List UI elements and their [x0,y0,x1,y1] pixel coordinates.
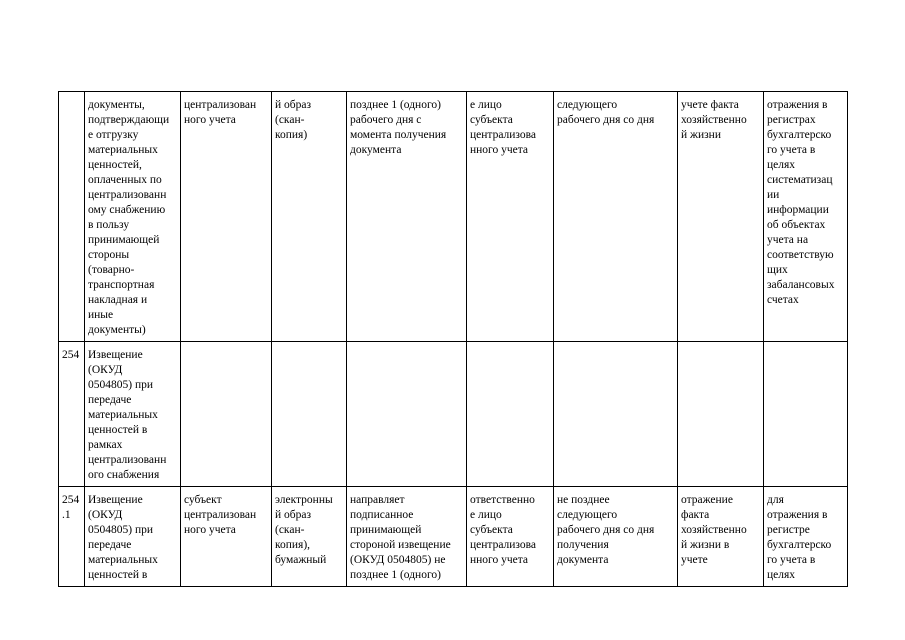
cell-text-line: централизованн [88,454,167,466]
cell-text-line: ценностей, [88,159,142,171]
cell-text-line: й жизни [681,129,721,141]
cell-text-line: рабочего дня со дня [557,114,655,126]
cell-text-line: хозяйственно [681,114,747,126]
cell-text-line: бухгалтерско [767,129,832,141]
cell-text-line: учете [681,554,708,566]
fact-cell [678,487,764,587]
format-cell [272,342,347,487]
term-cell [554,487,678,587]
cell-text-line: не позднее [557,494,610,506]
table-row [59,92,848,342]
fact-cell [678,92,764,342]
cell-text-line: ного учета [184,524,236,536]
cell-text-line: получения [557,539,609,551]
responsible-cell [467,487,554,587]
cell-text-line: ного учета [184,114,236,126]
cell-text-line: следующего [557,99,618,111]
row-number-cell [59,342,85,487]
cell-text-line: электронны [275,494,333,506]
cell-text-line: стороной извещение [350,539,451,551]
cell-text-line: оплаченных по [88,174,162,186]
deadline-cell [347,342,467,487]
cell-text-line: субъекта [470,114,513,126]
cell-text-line: накладная и [88,294,148,306]
cell-text-line: ценностей в [88,569,148,581]
cell-text-line: .1 [62,509,71,521]
cell-text-line: 0504805) при [88,524,154,536]
cell-text-line: го учета в [767,144,816,156]
cell-text-line: целях [767,159,796,171]
cell-text-line: документы) [88,324,146,336]
cell-text-line: материальных [88,144,158,156]
cell-text-line: бумажный [275,554,327,566]
cell-text-line: ценностей в [88,424,148,436]
cell-text-line: 254 [62,494,80,506]
cell-text-line: е отгрузку [88,129,139,141]
cell-text-line: регистрах [767,114,816,126]
cell-text-line: субъект [184,494,222,506]
cell-text-line: централизован [184,509,257,521]
format-cell [272,92,347,342]
cell-text-line: рамках [88,439,123,451]
cell-text-line: централизова [470,129,537,141]
cell-text-line: (скан- [275,524,305,536]
cell-text-line: забалансовых [767,279,835,291]
cell-text-line: передаче [88,394,132,406]
cell-text-line: (скан- [275,114,305,126]
cell-text-line: материальных [88,554,158,566]
cell-text-line: документа [350,144,402,156]
cell-text-line: ого снабжения [88,469,160,481]
responsible-cell [467,342,554,487]
creator-cell [181,487,272,587]
cell-text-line: нного учета [470,144,529,156]
cell-text-line: материальных [88,409,158,421]
row-number-cell [59,487,85,587]
cell-text-line: принимающей [88,234,160,246]
cell-text-line: отражения в [767,509,828,521]
cell-text-line: й образ [275,509,312,521]
term-cell [554,342,678,487]
cell-text-line: е лицо [470,509,502,521]
document-table [58,91,848,587]
creator-cell [181,92,272,342]
cell-text-line: стороны [88,249,130,261]
cell-text-line: централизованн [88,189,167,201]
cell-text-line: передаче [88,539,132,551]
cell-text-line: хозяйственно [681,524,747,536]
purpose-cell [764,342,848,487]
deadline-cell [347,92,467,342]
cell-text-line: об объектах [767,219,826,231]
cell-text-line: позднее 1 (одного) [350,569,441,581]
cell-text-line: учета на [767,234,809,246]
cell-text-line: ому снабжению [88,204,166,216]
cell-text-line: (ОКУД 0504805) не [350,554,446,566]
cell-text-line: отражение [681,494,733,506]
cell-text-line: учете факта [681,99,739,111]
cell-text-line: подтверждающи [88,114,170,126]
cell-text-line: соответствую [767,249,834,261]
fact-cell [678,342,764,487]
cell-text-line: отражения в [767,99,828,111]
document-name-cell [85,342,181,487]
cell-text-line: нного учета [470,554,529,566]
cell-text-line: документы, [88,99,145,111]
deadline-cell [347,487,467,587]
cell-text-line: 254 [62,349,80,361]
cell-text-line: копия) [275,129,308,141]
cell-text-line: систематизац [767,174,833,186]
cell-text-line: регистре [767,524,810,536]
cell-text-line: го учета в [767,554,816,566]
cell-text-line: ответственно [470,494,535,506]
table-body [59,92,848,587]
creator-cell [181,342,272,487]
cell-text-line: позднее 1 (одного) [350,99,441,111]
cell-text-line: направляет [350,494,405,506]
cell-text-line: ии [767,189,780,201]
term-cell [554,92,678,342]
cell-text-line: целях [767,569,796,581]
cell-text-line: момента получения [350,129,447,141]
cell-text-line: иные [88,309,114,321]
cell-text-line: субъекта [470,524,513,536]
cell-text-line: информации [767,204,829,216]
cell-text-line: транспортная [88,279,155,291]
cell-text-line: бухгалтерско [767,539,832,551]
responsible-cell [467,92,554,342]
cell-text-line: счетах [767,294,799,306]
cell-text-line: й жизни в [681,539,730,551]
document-name-cell [85,487,181,587]
cell-text-line: следующего [557,509,618,521]
table-row [59,342,848,487]
cell-text-line: Извещение [88,494,143,506]
cell-text-line: для [767,494,784,506]
purpose-cell [764,92,848,342]
cell-text-line: Извещение [88,349,143,361]
cell-text-line: принимающей [350,524,422,536]
cell-text-line: в пользу [88,219,130,231]
cell-text-line: факта [681,509,710,521]
cell-text-line: 0504805) при [88,379,154,391]
cell-text-line: документа [557,554,609,566]
cell-text-line: централизова [470,539,537,551]
purpose-cell [764,487,848,587]
document-name-cell [85,92,181,342]
cell-text-line: е лицо [470,99,502,111]
cell-text-line: (товарно- [88,264,135,276]
format-cell [272,487,347,587]
cell-text-line: рабочего дня с [350,114,422,126]
cell-text-line: (ОКУД [88,509,123,521]
cell-text-line: щих [767,264,788,276]
cell-text-line: (ОКУД [88,364,123,376]
cell-text-line: рабочего дня со дня [557,524,655,536]
cell-text-line: й образ [275,99,312,111]
cell-text-line: централизован [184,99,257,111]
table-row [59,487,848,587]
row-number-cell [59,92,85,342]
cell-text-line: подписанное [350,509,414,521]
cell-text-line: копия), [275,539,311,551]
